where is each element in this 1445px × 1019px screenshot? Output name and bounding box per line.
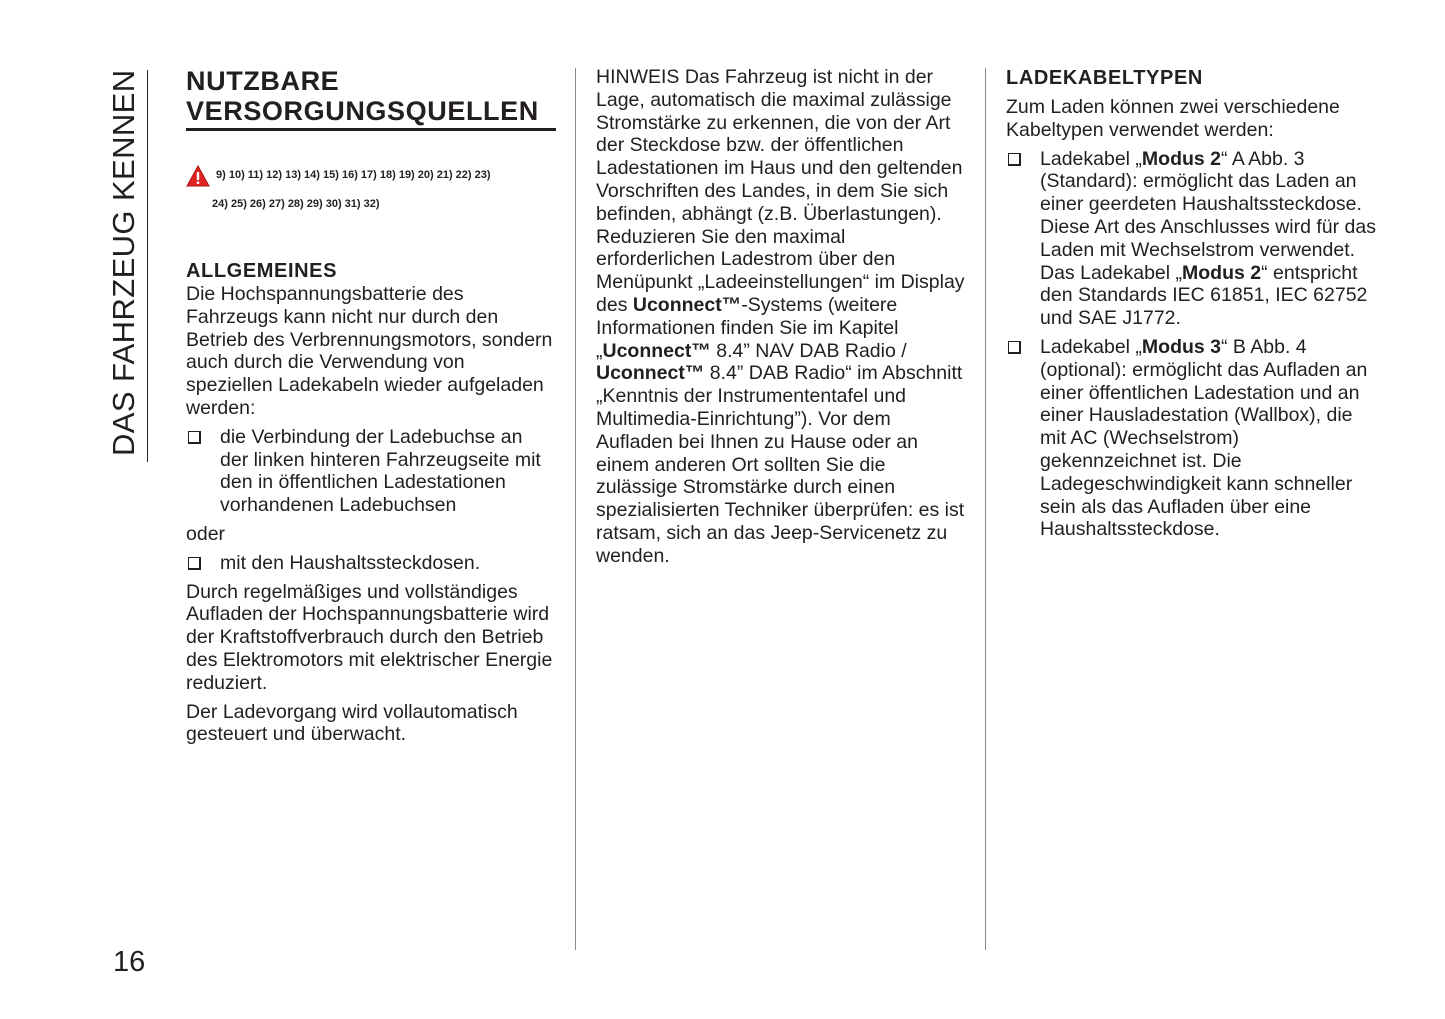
list-item-text: Ladekabel „ — [1040, 335, 1142, 358]
list-item — [1006, 336, 1376, 541]
side-section-title — [104, 70, 148, 462]
heading-ladekabeltypen: LADEKABELTYPEN — [1006, 67, 1203, 89]
oder-text: oder — [186, 522, 226, 545]
side-title-text: DAS FAHRZEUG KENNEN — [106, 69, 141, 456]
list-item-text: “ B Abb. 4 (optional): ermöglicht das Aufladen an einer öffentlichen Ladestation und an einer Hausladestation (Wallbox), die mit AC (Wechselstrom) gekennzeichnet ist. Die Ladegeschwindigkeit kann schneller sein als das Aufladen über eine Haushaltssteckdose. — [1040, 335, 1368, 541]
title-line-1: NUTZBARE — [186, 66, 340, 96]
checkbox-bullet-icon — [1008, 341, 1021, 354]
note-text: -Systems (weitere Informationen finden Sie im Kapitel „ — [596, 293, 899, 362]
list-item-text: “ A Abb. 3 (Standard): ermöglicht das Laden an einer geerdeten Haushaltssteckdose. Diese Art des Anschlusses wird für das Laden mit Wechselstrom verwendet. Das Ladekabel „ — [1040, 147, 1376, 284]
intro-paragraph: Zum Laden können zwei verschiedene Kabeltypen verwendet werden: — [1006, 96, 1340, 141]
column-3 — [1006, 66, 1376, 541]
checkbox-bullet-icon — [188, 557, 201, 570]
column-1 — [186, 66, 556, 746]
mode-label: Modus 2 — [1182, 261, 1262, 284]
list-item-text: mit den Haushaltssteckdosen. — [220, 551, 481, 574]
heading-allgemeines: ALLGEMEINES — [186, 260, 338, 282]
uconnect-brand: Uconnect™ — [632, 293, 742, 316]
checkbox-bullet-icon — [1008, 153, 1021, 166]
page-number: 16 — [113, 946, 146, 978]
list-item — [186, 426, 556, 517]
note-paragraph — [596, 66, 968, 568]
section-title — [186, 66, 556, 131]
intro-paragraph: Die Hochspannungsbatterie des Fahrzeugs kann nicht nur durch den Betrieb des Verbrennungsmotors, sondern auch durch die Verwendung von speziellen Ladekabeln wieder aufgeladen werden: — [186, 283, 553, 419]
column-2 — [596, 66, 968, 568]
mode-label: Modus 3 — [1141, 335, 1222, 358]
list-item-text: Ladekabel „ — [1040, 147, 1142, 170]
list-item — [1006, 148, 1376, 330]
checkbox-bullet-icon — [188, 431, 201, 444]
note-text: 8.4” DAB Radio“ im Abschnitt „Kenntnis der Instrumententafel und Multimedia-Einrichtung”). Vor dem Aufladen bei Ihnen zu Hause oder an einem anderen Ort sollten Sie die zulässige Stromstärke durch einen spezialisierten Techniker überprüfen: es ist ratsam, sich an das Jeep-Servicenetz zu wenden. — [596, 362, 965, 567]
column-divider — [575, 68, 576, 950]
column-divider — [985, 68, 986, 950]
note-text: HINWEIS Das Fahrzeug ist nicht in der Lage, automatisch die maximal zulässige Stromstärke zu erkennen, die von der Art der Steckdose bzw. der öffentlichen Ladestationen im Haus und den geltenden Vorschriften des Landes, in dem Sie sich befinden, abhängt (z.B. Überlastungen). Reduzieren Sie den maximal erforderlichen Ladestrom über den Menüpunkt „Ladeeinstellungen“ im Display des — [596, 66, 965, 316]
warning-refs-line-1: 9) 10) 11) 12) 13) 14) 15) 16) 17) 18) 19) 20) 21) 22) 23) — [216, 169, 491, 181]
uconnect-brand: Uconnect™ — [596, 362, 705, 385]
list-item-text: die Verbindung der Ladebuchse an der linken hinteren Fahrzeugseite mit den in öffentlichen Ladestationen vorhandenen Ladebuchsen — [220, 425, 541, 517]
paragraph: Der Ladevorgang wird vollautomatisch gesteuert und überwacht. — [186, 700, 518, 746]
title-line-2: VERSORGUNGSQUELLEN — [186, 96, 539, 126]
uconnect-brand: Uconnect™ — [602, 339, 711, 362]
warning-refs-line-2: 24) 25) 26) 27) 28) 29) 30) 31) 32) — [212, 198, 380, 210]
list-item-text: “ entspricht den Standards IEC 61851, IEC 62752 und SAE J1772. — [1040, 261, 1368, 330]
mode-label: Modus 2 — [1141, 147, 1222, 170]
warning-triangle-icon — [186, 165, 210, 187]
note-text: 8.4” NAV DAB Radio / — [710, 339, 907, 362]
warning-references — [186, 165, 556, 221]
list-item — [186, 552, 556, 575]
paragraph: Durch regelmäßiges und vollständiges Aufladen der Hochspannungsbatterie wird der Kraftstoffverbrauch durch den Betrieb des Elektromotors mit elektrischer Energie reduziert. — [186, 580, 553, 694]
